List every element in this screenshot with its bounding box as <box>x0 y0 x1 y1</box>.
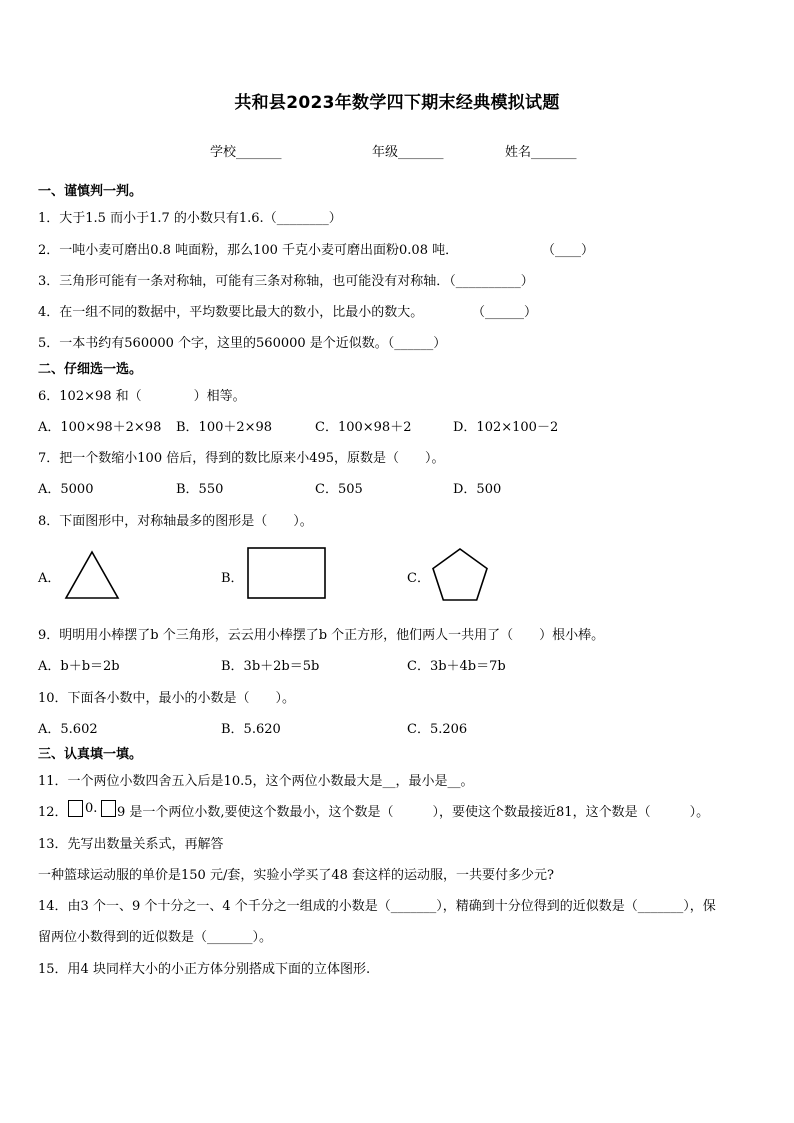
q6-option-d: D．102×100－2 <box>453 420 559 435</box>
q6-option-a: A．100×98＋2×98 <box>38 420 162 435</box>
question-12-number: 12． <box>38 805 68 820</box>
section-1-heading: 一、谨慎判一判。 <box>38 184 143 199</box>
question-2-blank: （____） <box>542 243 595 258</box>
q9-option-a: A．b＋b＝2b <box>38 659 120 674</box>
q7-option-d: D．500 <box>453 482 502 497</box>
q8-option-c: C． <box>407 571 430 586</box>
question-4: 4．在一组不同的数据中，平均数要比最大的数小，比最小的数大。 <box>38 305 424 320</box>
pentagon-shape <box>431 547 489 601</box>
section-2-heading: 二、仔细选一选。 <box>38 362 143 377</box>
q10-option-c: C．5.206 <box>407 722 468 737</box>
question-10: 10．下面各小数中，最小的小数是（ ）。 <box>38 691 296 706</box>
rectangle-shape <box>247 547 327 599</box>
q7-option-a: A．5000 <box>38 482 94 497</box>
q12-decimal-point: 0. <box>85 801 98 816</box>
q9-option-c: C．3b＋4b＝7b <box>407 659 506 674</box>
question-13: 13．先写出数量关系式，再解答 <box>38 837 224 852</box>
triangle-shape <box>64 550 120 600</box>
question-3: 3．三角形可能有一条对称轴，可能有三条对称轴，也可能没有对称轴．（__________） <box>38 274 534 289</box>
q9-option-b: B．3b＋2b＝5b <box>221 659 320 674</box>
q10-option-a: A．5.602 <box>38 722 98 737</box>
school-field: 学校_______ <box>210 145 282 160</box>
question-8: 8．下面图形中，对称轴最多的图形是（ ）。 <box>38 514 313 529</box>
q12-digit-box-2 <box>101 800 116 817</box>
page-title: 共和县2023年数学四下期末经典模拟试题 <box>234 93 560 113</box>
grade-field: 年级_______ <box>372 145 444 160</box>
q8-option-a: A． <box>38 571 61 586</box>
question-1: 1．大于1.5 而小于1.7 的小数只有1.6.（________） <box>38 211 342 226</box>
q8-option-b: B． <box>221 571 244 586</box>
question-15: 15．用4 块同样大小的小正方体分别搭成下面的立体图形. <box>38 962 371 977</box>
name-field: 姓名_______ <box>505 145 577 160</box>
question-4-blank: （______） <box>472 305 538 320</box>
question-14-line-1: 14．由3 个一、9 个十分之一、4 个千分之一组成的小数是（_______），精确到十分位得到的近似数是（_______），保 <box>38 899 716 914</box>
q7-option-b: B．550 <box>176 482 224 497</box>
q6-option-c: C．100×98＋2 <box>315 420 412 435</box>
question-5: 5．一本书约有560000 个字，这里的560000 是个近似数。（______） <box>38 336 447 351</box>
question-12-text: 9 是一个两位小数,要使这个数最小，这个数是（ ），要使这个数最接近81，这个数是（ ）。 <box>117 805 710 820</box>
question-7: 7．把一个数缩小100 倍后，得到的数比原来小495，原数是（ ）。 <box>38 451 445 466</box>
section-3-heading: 三、认真填一填。 <box>38 747 143 762</box>
q7-option-c: C．505 <box>315 482 363 497</box>
q10-option-b: B．5.620 <box>221 722 281 737</box>
question-9: 9．明明用小棒摆了b 个三角形，云云用小棒摆了b 个正方形，他们两人一共用了（ ）根小棒。 <box>38 628 605 643</box>
q6-option-b: B．100＋2×98 <box>176 420 273 435</box>
question-11: 11．一个两位小数四舍五入后是10.5，这个两位小数最大是__，最小是__。 <box>38 774 474 789</box>
question-2: 2．一吨小麦可磨出0.8 吨面粉，那么100 千克小麦可磨出面粉0.08 吨． <box>38 243 459 258</box>
question-14-line-2: 留两位小数得到的近似数是（_______）。 <box>38 930 273 945</box>
q12-digit-box-1 <box>68 800 83 817</box>
question-13-text: 一种篮球运动服的单价是150 元/套，实验小学买了48 套这样的运动服，一共要付多少元? <box>38 868 554 883</box>
question-6: 6．102×98 和（ ）相等。 <box>38 389 246 404</box>
